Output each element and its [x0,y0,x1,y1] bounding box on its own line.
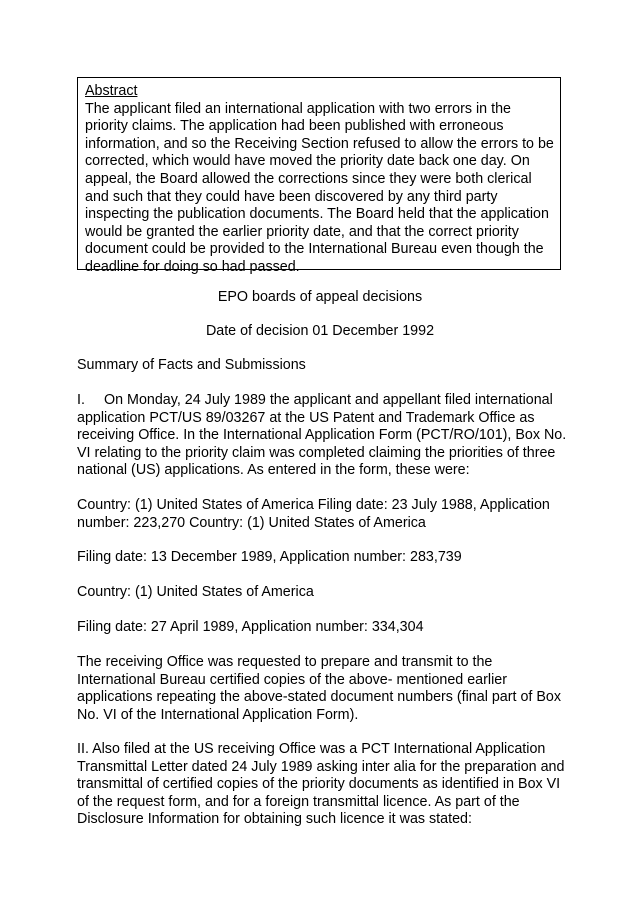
paragraph-number: I. [77,392,85,408]
paragraph-5: Filing date: 27 April 1989, Application number: 334,304 [77,619,424,635]
paragraph-1 [77,392,567,480]
paragraph-7: II. Also filed at the US receiving Office was a PCT International Application Transmittal Letter dated 24 July 1989 asking inter alia for the preparation and transmittal of certified copies of the priority documents as identified in Box VI of the request form, and for a foreign transmittal licence. As part of the Disclosure Information for obtaining such licence it was stated: [77,741,565,828]
abstract-text: The applicant filed an international application with two errors in the priority claims. The application had been published with erroneous information, and so the Receiving Section refused to allow the errors to be corrected, which would have moved the priority date back one day. On appeal, the Board allowed the corrections since they were both clerical and such that they could have been discovered by any third party inspecting the publication documents. The Board held that the application would be granted the earlier priority date, and that the correct priority document could be provided to the International Bureau even though the deadline for doing so had passed. [85,100,554,275]
paragraph-1-text: On Monday, 24 July 1989 the applicant and appellant filed international application PCT/US 89/03267 at the US Patent and Trademark Office as receiving Office. In the International Application Form (PCT/RO/101), Box No. VI relating to the priority claim was completed claiming the priorities of three national (US) applications. As entered in the form, these were: [77,392,567,479]
paragraph-6: The receiving Office was requested to prepare and transmit to the International Bureau certified copies of the above- mentioned earlier applications repeating the above-stated document numbers (final part of Box No. VI of the International Application Form). [77,654,561,723]
paragraph-2: Country: (1) United States of America Filing date: 23 July 1988, Application number: 223,270 Country: (1) United States of America [77,497,550,531]
abstract-box [77,77,561,275]
decision-date: Date of decision 01 December 1992 [205,323,435,339]
section-title: Summary of Facts and Submissions [77,357,306,373]
paragraph-4: Country: (1) United States of America [77,584,314,600]
paragraph-3: Filing date: 13 December 1989, Application number: 283,739 [77,549,462,565]
source-title: EPO boards of appeal decisions [217,289,423,305]
abstract-heading: Abstract [85,83,138,99]
